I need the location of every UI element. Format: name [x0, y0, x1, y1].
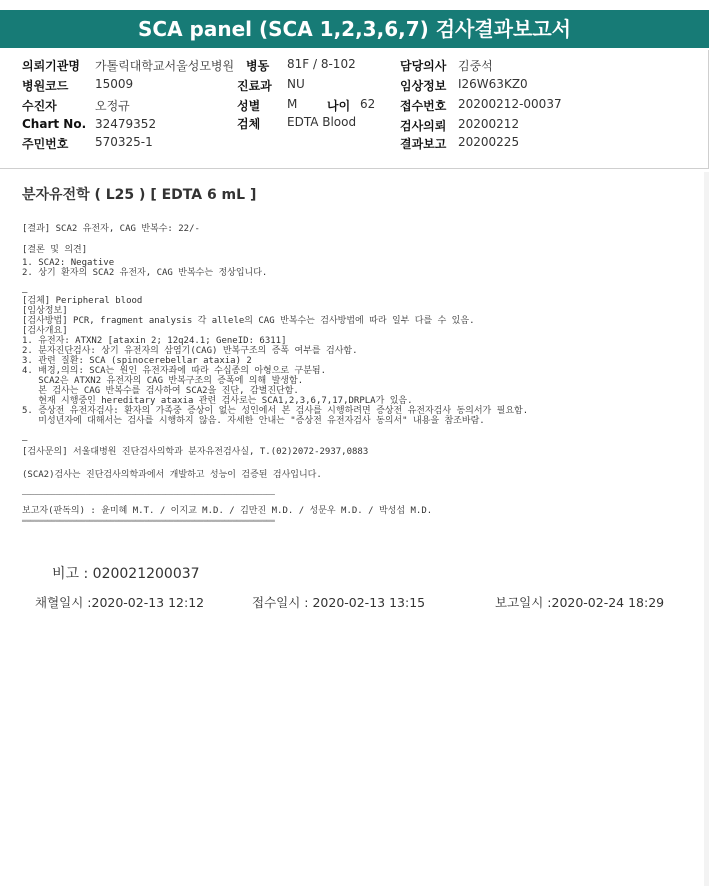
- age-label: 나이: [327, 99, 351, 113]
- specimen-label: 검체: [237, 117, 261, 131]
- clinical-value: I26W63KZ0: [458, 77, 528, 91]
- request-label: 검사의뢰: [400, 119, 447, 133]
- result-line: [검사개요]: [22, 326, 68, 336]
- section-title: 분자유전학 ( L25 ) [ EDTA 6 mL ]: [22, 187, 257, 203]
- result-line: [임상정보]: [22, 306, 68, 316]
- sex-value: M: [287, 97, 298, 111]
- result-line: [검사문의] 서울대병원 진단검사의학과 분자유전검사실, T.(02)2072-2937,0883: [22, 447, 369, 457]
- institution-label: 의뢰기관명: [22, 59, 80, 73]
- age-value: 62: [360, 97, 376, 111]
- hospcode-value: 15009: [95, 77, 134, 91]
- sex-label: 성별: [237, 99, 261, 113]
- result-line: [결과] SCA2 유전자, CAG 반복수: 22/-: [22, 224, 200, 234]
- request-value: 20200212: [458, 117, 520, 131]
- ward-value: 81F / 8-102: [287, 57, 356, 71]
- specimen-value: EDTA Blood: [287, 115, 357, 129]
- note-line: 비고 : 020021200037: [52, 566, 200, 582]
- ward-label: 병동: [246, 59, 270, 73]
- result-line: 2. 분자진단검사: 상기 유전자의 삼염기(CAG) 반복구조의 증폭 여부를 검사함.: [22, 346, 358, 356]
- result-line: ════════════════════════════════════════════════════════════: [22, 517, 275, 525]
- result-line: SCA2은 ATXN2 유전자의 CAG 반복구조의 증폭에 의해 발생함.: [22, 376, 304, 386]
- result-line: 2. 상기 환자의 SCA2 유전자, CAG 반복수는 정상입니다.: [22, 268, 268, 278]
- chart-label: Chart No.: [22, 117, 87, 131]
- result-line: —: [22, 288, 28, 298]
- chart-value: 32479352: [95, 117, 157, 131]
- result-line: (SCA2)검사는 진단검사의학과에서 개발하고 성능이 검증된 검사입니다.: [22, 470, 322, 480]
- resident-value: 570325-1: [95, 135, 153, 149]
- report-title: SCA panel (SCA 1,2,3,6,7) 검사결과보고서: [0, 10, 709, 48]
- result-line: 4. 배경,의의: SCA는 원인 유전자좌에 따라 수십종의 아형으로 구분됨.: [22, 366, 327, 376]
- report-value: 20200225: [458, 135, 520, 149]
- result-line: 본 검사는 CAG 반복수를 검사하여 SCA2을 진단, 감별진단함.: [22, 386, 299, 396]
- patient-info-header: [0, 50, 709, 169]
- clinical-label: 임상정보: [400, 79, 447, 93]
- result-line: 현재 시행중인 hereditary ataxia 관련 검사로는 SCA1,2,3,6,7,17,DRPLA가 있음.: [22, 396, 413, 406]
- institution-value: 가톨릭대학교서울성모병원: [95, 59, 235, 73]
- result-line: —: [22, 436, 28, 446]
- result-line: 1. 유전자: ATXN2 [ataxin 2; 12q24.1; GeneID: 6311]: [22, 336, 287, 346]
- result-line: 5. 증상전 유전자검사: 환자의 가족중 증상이 없는 성인에서 본 검사를 시행하려면 증상전 유전자검사 동의서가 필요함.: [22, 406, 529, 416]
- dept-value: NU: [287, 77, 305, 91]
- result-line: 미성년자에 대해서는 검사를 시행하지 않음. 자세한 안내는 "증상전 유전자검사 동의서" 내용을 참조바람.: [22, 416, 485, 426]
- result-line: [결론 및 의견]: [22, 245, 88, 255]
- doctor-value: 김중석: [458, 59, 493, 73]
- patient-value: 오정규: [95, 99, 130, 113]
- scrollbar-track[interactable]: [704, 172, 709, 886]
- collected-datetime: 채혈일시 :2020-02-13 12:12: [35, 595, 205, 610]
- patient-label: 수진자: [22, 99, 57, 113]
- result-line: ────────────────────────────────────────────────────────────: [22, 491, 275, 499]
- result-line: 3. 관련 질환: SCA (spinocerebellar ataxia) 2: [22, 356, 252, 366]
- reported-datetime: 보고일시 :2020-02-24 18:29: [495, 595, 665, 610]
- reception-value: 20200212-00037: [458, 97, 562, 111]
- hospcode-label: 병원코드: [22, 79, 69, 93]
- result-line: [검사방법] PCR, fragment analysis 각 allele의 CAG 반복수는 검사방법에 따라 일부 다를 수 있음.: [22, 316, 475, 326]
- resident-label: 주민번호: [22, 137, 69, 151]
- received-datetime: 접수일시 : 2020-02-13 13:15: [252, 595, 426, 610]
- result-line: 1. SCA2: Negative: [22, 258, 115, 268]
- report-label: 결과보고: [400, 137, 447, 151]
- result-line: [검체] Peripheral blood: [22, 296, 143, 306]
- doctor-label: 담당의사: [400, 59, 447, 73]
- dept-label: 진료과: [237, 79, 272, 93]
- reception-label: 접수번호: [400, 99, 447, 113]
- result-line: 보고자(판독의) : 윤미혜 M.T. / 이지교 M.D. / 김만진 M.D. / 성문우 M.D. / 박성섭 M.D.: [22, 506, 433, 516]
